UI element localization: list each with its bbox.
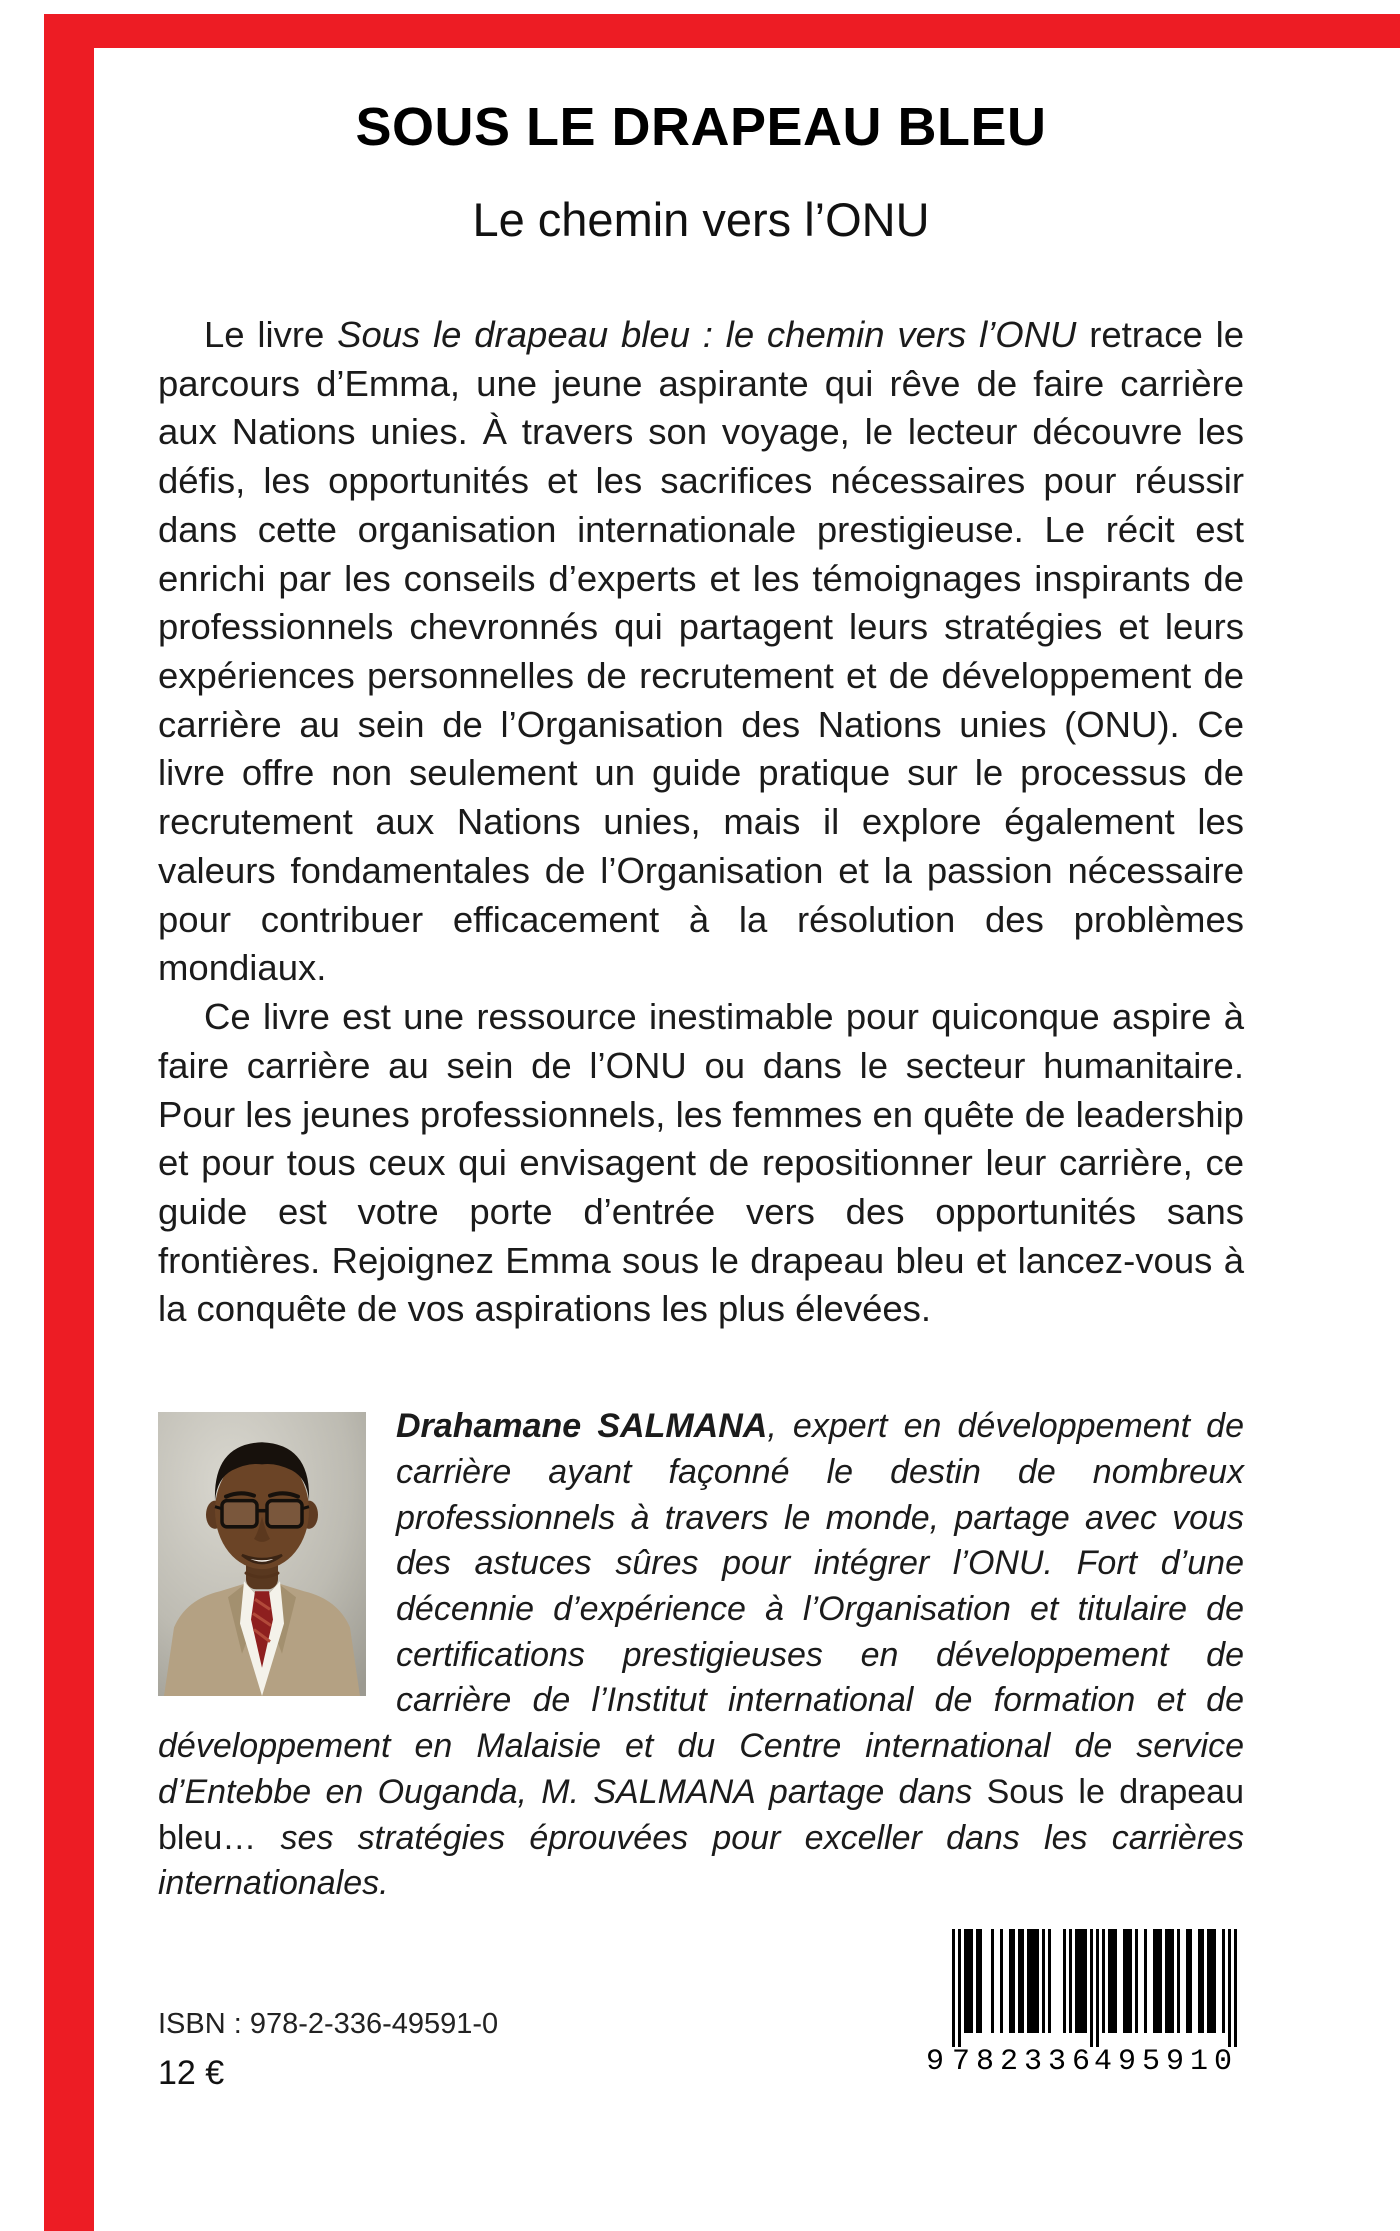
barcode-bars (952, 1929, 1237, 2047)
book-subtitle: Le chemin vers l’ONU (472, 193, 930, 246)
synopsis-p1-rest: retrace le parcours d’Emma, une jeune aspirante qui rêve de faire carrière aux Nations unies. À travers son voyage, le lecteur découvre les défis, les opportunités et les sacrifices nécessaires pour réussir dans cette organisation internationale prestigieuse. Le récit est enrichi par les conseils d’experts et les témoignages inspirants de professionnels chevronnés qui partagent leurs stratégies et leurs expériences personnelles de recrutement et de développement de carrière au sein de l’Organisation des Nations unies (ONU). Ce livre offre non seulement un guide pratique sur le processus de recrutement aux Nations unies, mais il explore également les valeurs fondamentales de l’Organisation et la passion nécessaire pour contribuer efficacement à la résolution des problèmes mondiaux. (158, 314, 1244, 989)
isbn: ISBN : 978-2-336-49591-0 (158, 2008, 499, 2040)
book-title: SOUS LE DRAPEAU BLEU (355, 97, 1047, 157)
synopsis (158, 311, 1244, 1334)
back-cover-content (158, 96, 1244, 1907)
barcode-digits-right: 495910 (1093, 2045, 1239, 2075)
synopsis-paragraph-1 (158, 311, 1244, 993)
barcode-digits-left: 782336 (951, 2045, 1097, 2075)
author-photo (158, 1412, 366, 1696)
price: 12 € (158, 2054, 225, 2092)
author-bio-book-title: Sous le drapeau bleu… (158, 1772, 1244, 1857)
red-accent-strip-top (44, 14, 1400, 48)
author-bio-mid: , expert en développement de carrière ayant façonné le destin de nombreux professionnels à travers le monde, partage avec vous des astuces sûres pour intégrer l’ONU. Fort d’une décennie d’expérience à l’Organisation et titulaire de certifications prestigieuses en développement de carrière de l’Institut international de formation et de développement en Malaisie et du Centre international de service d’Entebbe en Ouganda, M. SALMANA partage dans (158, 1407, 1244, 1811)
author-bio (158, 1404, 1244, 1907)
author-bio-tail: ses stratégies éprouvées pour exceller dans les carrières internationales. (158, 1818, 1244, 1903)
ean13-barcode (905, 1925, 1257, 2075)
barcode-digit-first: 9 (926, 2045, 951, 2075)
synopsis-p1-lead: Le livre (204, 314, 338, 355)
red-accent-strip-left (44, 14, 94, 2231)
author-name: Drahamane SALMANA (396, 1407, 768, 1446)
synopsis-paragraph-2: Ce livre est une ressource inestimable pour quiconque aspire à faire carrière au sein de l’ONU ou dans le secteur humanitaire. Pour les jeunes professionnels, les femmes en quête de leadership et pour tous ceux qui envisagent de repositionner leur carrière, ce guide est votre porte d’entrée vers des opportunités sans frontières. Rejoignez Emma sous le drapeau bleu et lancez-vous à la conquête de vos aspirations les plus élevées. (158, 996, 1244, 1330)
synopsis-p1-book-title: Sous le drapeau bleu : le chemin vers l’ONU (337, 314, 1077, 355)
